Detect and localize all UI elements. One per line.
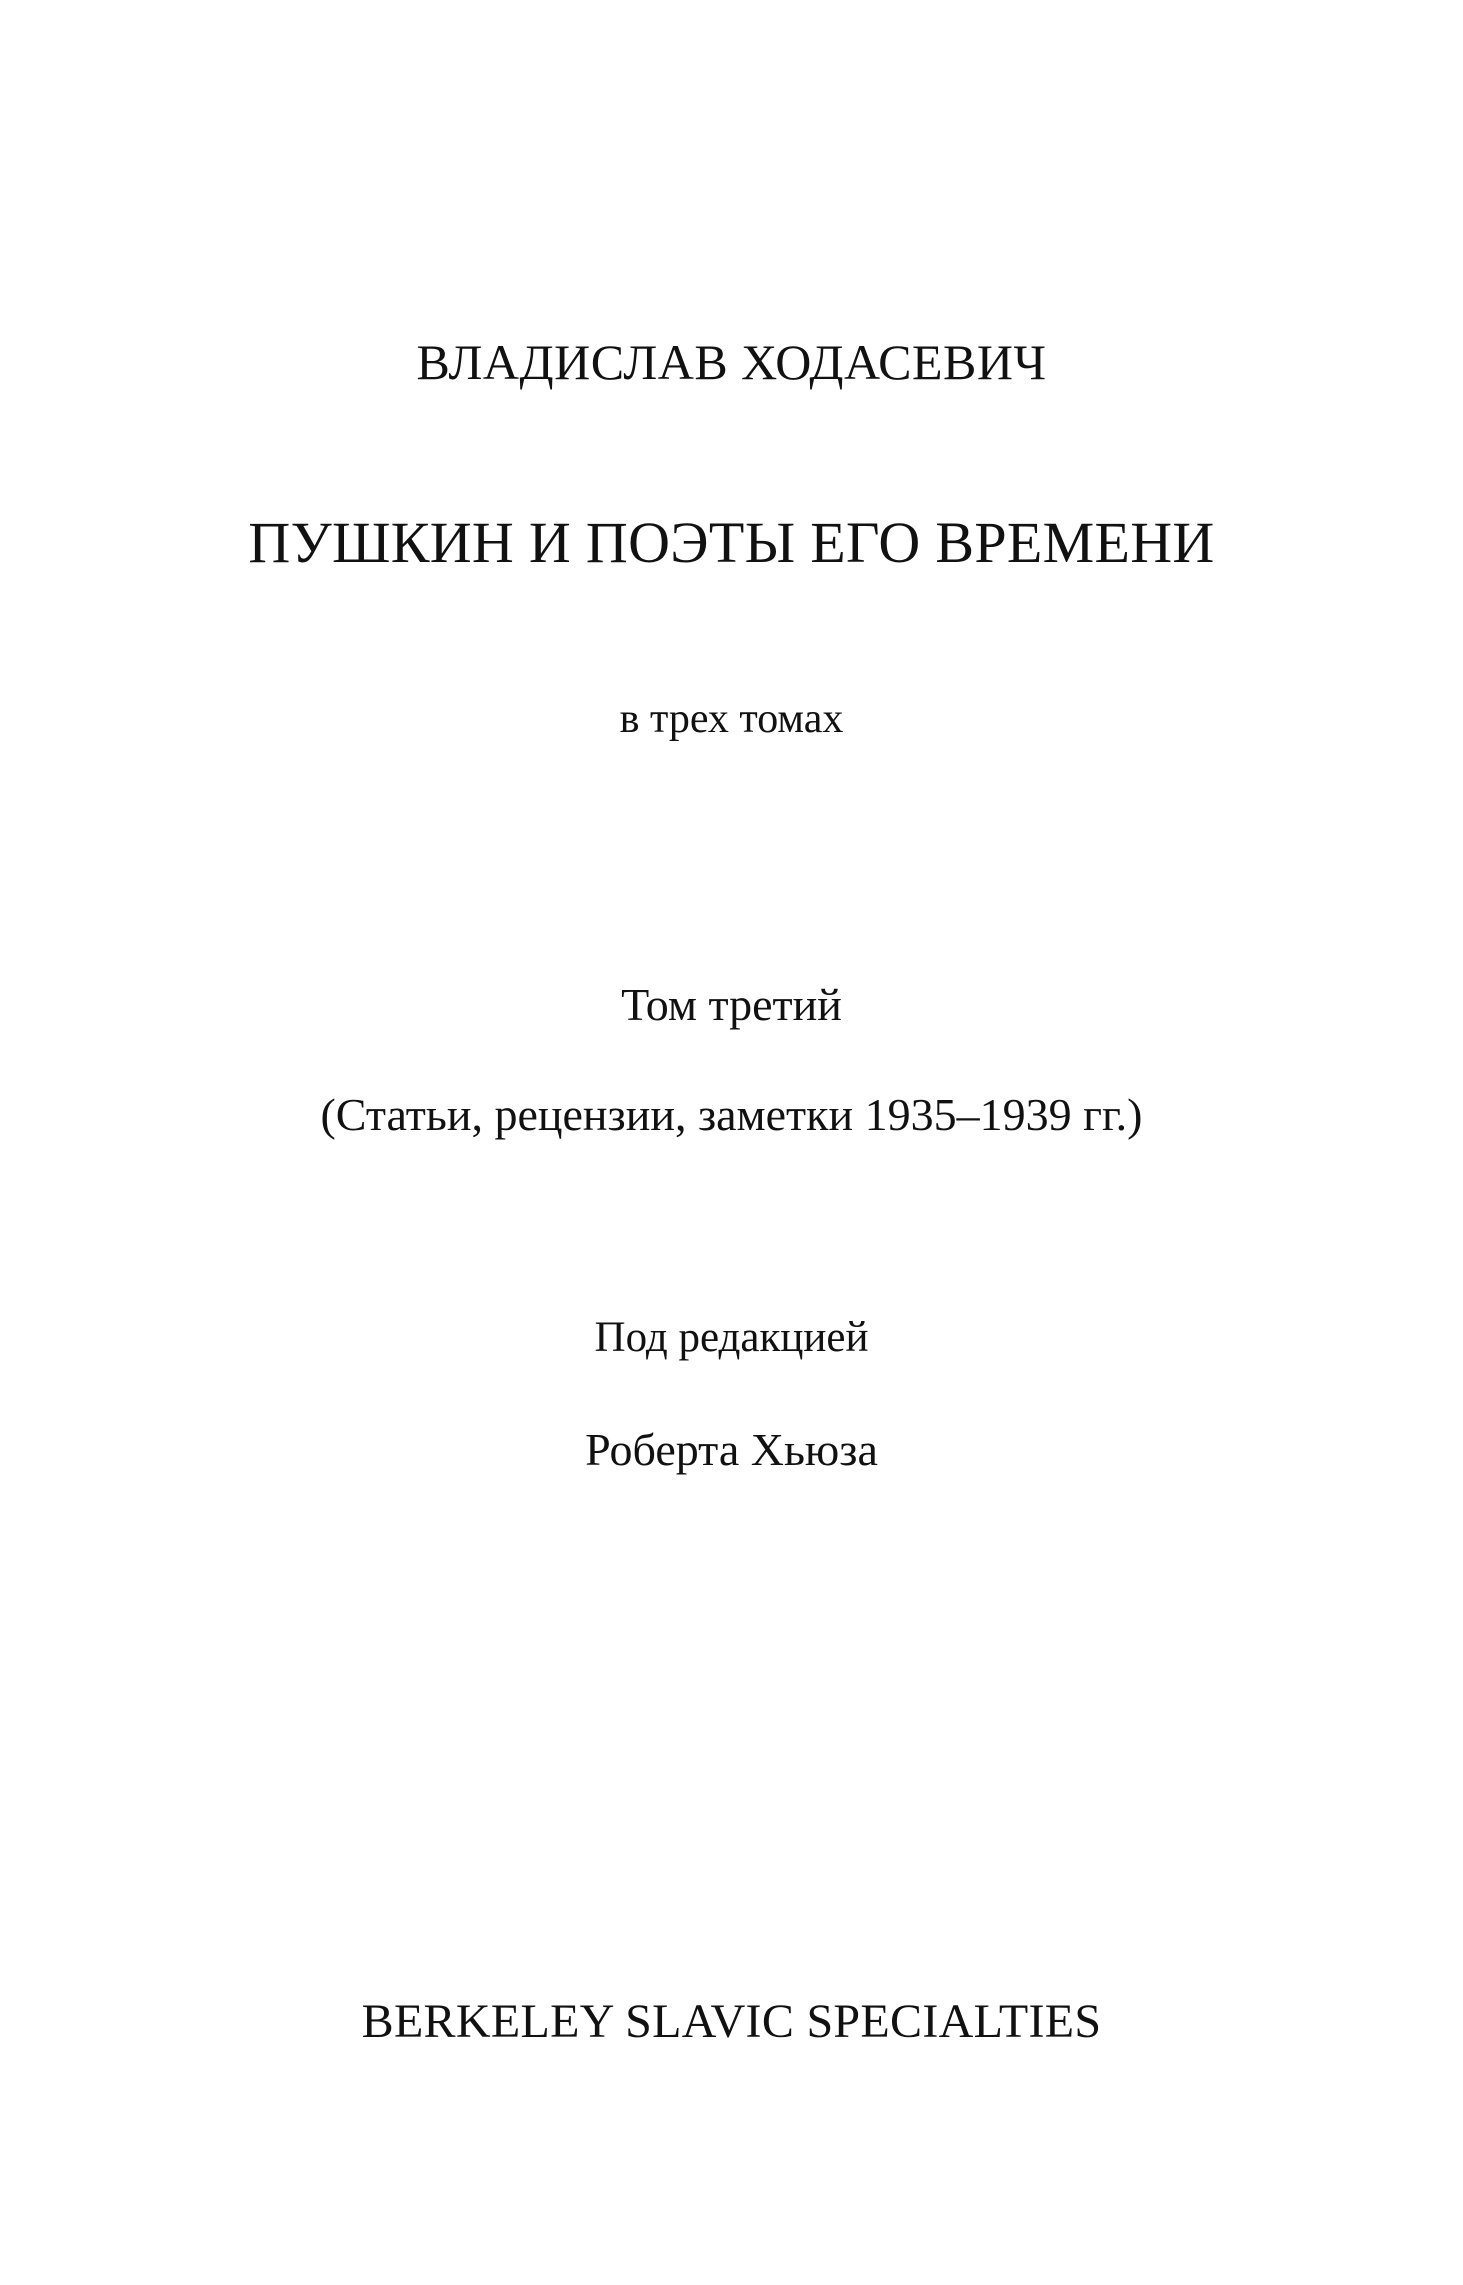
volumes-note: в трех томах <box>619 696 844 742</box>
editor-name: Роберта Хьюза <box>585 1424 878 1475</box>
author-name: ВЛАДИСЛАВ ХОДАСЕВИЧ <box>416 334 1047 390</box>
book-title: ПУШКИН И ПОЭТЫ ЕГО ВРЕМЕНИ <box>248 510 1215 575</box>
publisher-name: BERKELEY SLAVIC SPECIALTIES <box>361 1995 1102 2048</box>
edited-by-label: Под редакцией <box>594 1314 869 1361</box>
contents-note: (Статьи, рецензии, заметки 1935–1939 гг.) <box>320 1089 1143 1140</box>
volume-label: Том третий <box>621 979 842 1030</box>
